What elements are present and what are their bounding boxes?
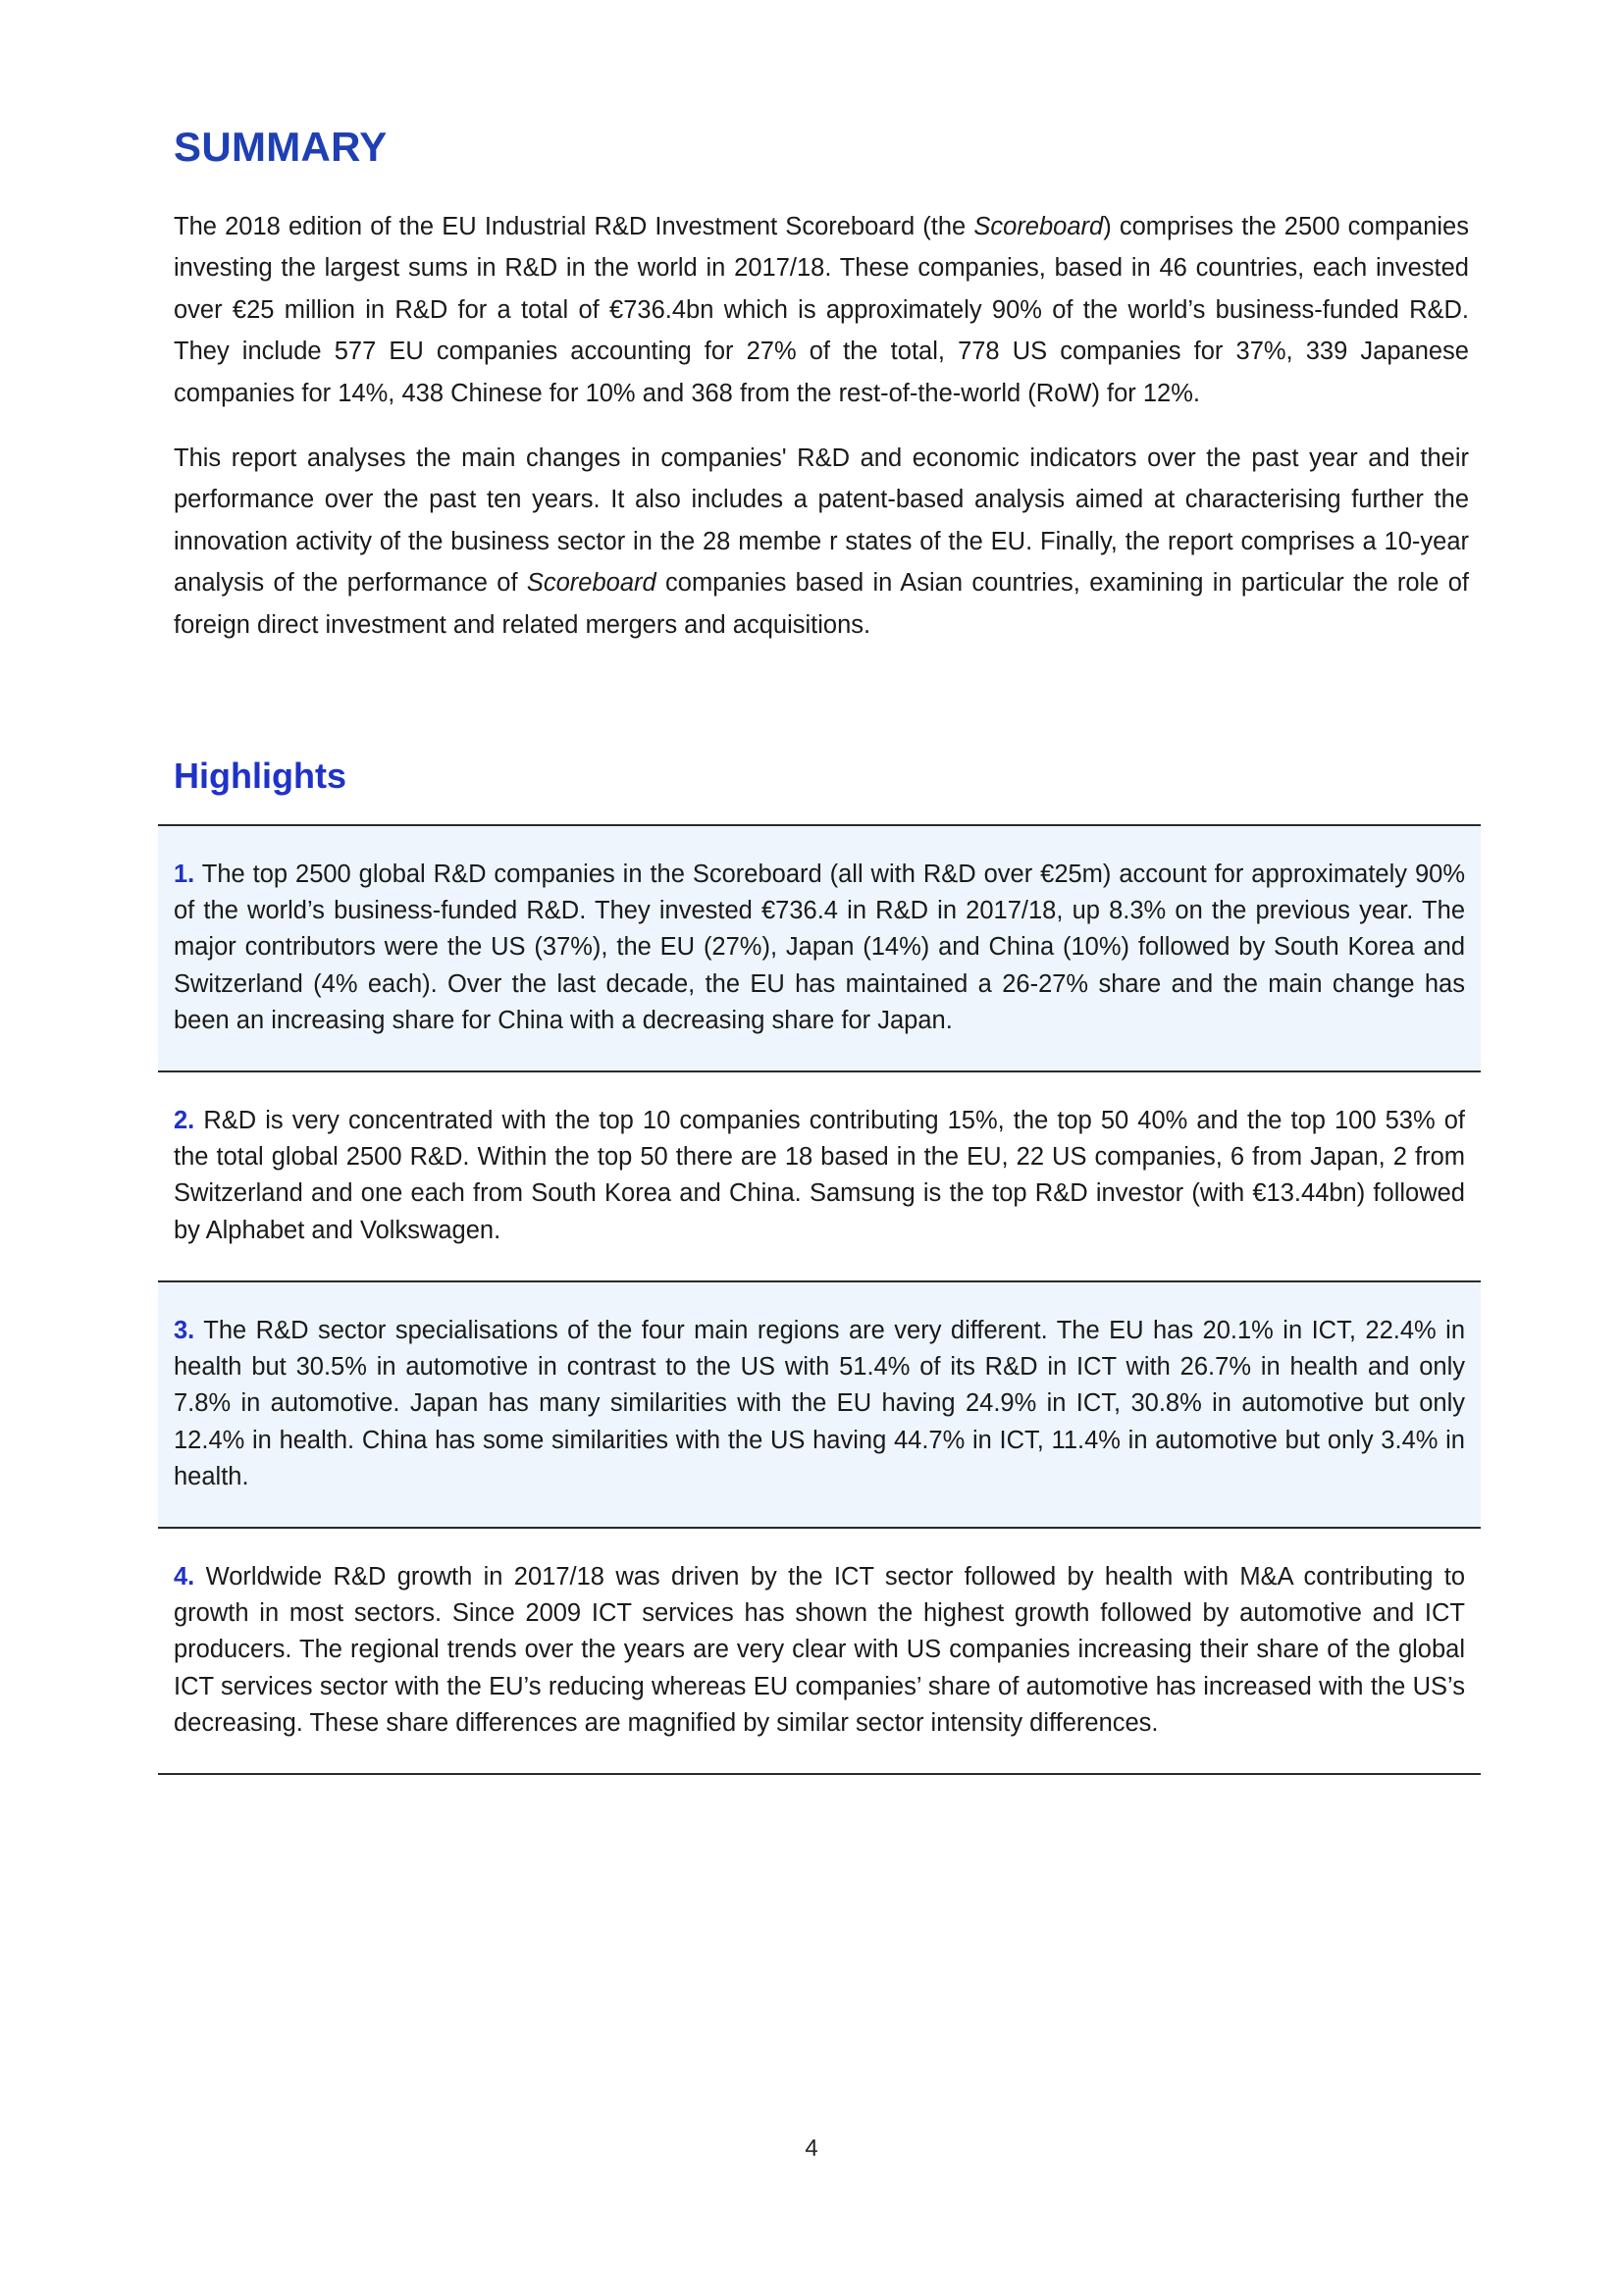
summary-section bbox=[174, 120, 1469, 646]
summary-paragraph-2-text-a: This report analyses the main changes in companies' R&D and economic indicators over the past year and their performance over the past ten years. It also includes a patent-based analysis aimed at characterising further the innovation activity of the business sector in the 28 membe r states of the EU. Finally, the report comprises a 10-year analysis of the performance of bbox=[174, 444, 1469, 598]
summary-paragraph-1-text-a: The 2018 edition of the EU Industrial R&D Investment Scoreboard (the bbox=[174, 213, 974, 240]
page-number: 4 bbox=[805, 2135, 818, 2162]
highlight-item-4 bbox=[158, 1527, 1481, 1775]
highlight-text: R&D is very concentrated with the top 10 companies contributing 15%, the top 50 40% and the top 100 53% of the total global 2500 R&D. Within the top 50 there are 18 based in the EU, 22 US companies, 6 from Japan, 2 from Switzerland and one each from South Korea and China. Samsung is the top R&D investor (with €13.44bn) followed by Alphabet and Volkswagen. bbox=[174, 1107, 1465, 1244]
highlight-text: Worldwide R&D growth in 2017/18 was driven by the ICT sector followed by health with M&A contributing to growth in most sectors. Since 2009 ICT services has shown the highest growth followed by automotive and ICT producers. The regional trends over the years are very clear with US companies increasing their share of the global ICT services sector with the EU’s reducing whereas EU companies’ share of automotive has increased with the US’s decreasing. These share differences are magnified by similar sector intensity differences. bbox=[174, 1562, 1465, 1737]
highlights-list bbox=[158, 824, 1481, 1775]
highlight-text: The top 2500 global R&D companies in the Scoreboard (all with R&D over €25m) account for approximately 90% of the world’s business-funded R&D. They invested €736.4 in R&D in 2017/18, up 8.3% on the previous year. The major contributors were the US (37%), the EU (27%), Japan (14%) and China (10%) followed by South Korea and Switzerland (4% each). Over the last decade, the EU has maintained a 26-27% share and the main change has been an increasing share for China with a decreasing share for Japan. bbox=[174, 861, 1465, 1034]
summary-paragraph-1 bbox=[174, 206, 1469, 414]
summary-paragraph-2-text-b: companies based in Asian countries, examining in particular the role of foreign direct investment and related mergers and acquisitions. bbox=[174, 569, 1469, 639]
highlight-item-3 bbox=[158, 1280, 1481, 1527]
highlight-number: 4. bbox=[174, 1562, 195, 1591]
highlight-number: 1. bbox=[174, 861, 195, 889]
highlight-text: The R&D sector specialisations of the four main regions are very different. The EU has 20.1% in ICT, 22.4% in health but 30.5% in automotive in contrast to the US with 51.4% of its R&D in ICT with 26.7% in health and only 7.8% in automotive. Japan has many similarities with the EU having 24.9% in ICT, 30.8% in automotive but only 12.4% in health. China has some similarities with the US having 44.7% in ICT, 11.4% in automotive but only 3.4% in health. bbox=[174, 1316, 1465, 1490]
scoreboard-italic-term: Scoreboard bbox=[973, 213, 1104, 240]
summary-paragraph-1-text-b: ) comprises the 2500 companies investing the largest sums in R&D in the world in 2017/18. These companies, based in 46 countries, each invested over €25 million in R&D for a total of €736.4bn which is approximately 90% of the world’s business-funded R&D. They include 577 EU companies accounting for 27% of the total, 778 US companies for 37%, 339 Japanese companies for 14%, 438 Chinese for 10% and 368 from the rest-of-the-world (RoW) for 12%. bbox=[174, 213, 1469, 407]
highlight-item-4-paragraph bbox=[174, 1559, 1465, 1742]
highlight-item-1-paragraph bbox=[174, 857, 1465, 1039]
highlights-section bbox=[174, 752, 1469, 1775]
page-content bbox=[174, 120, 1469, 1775]
summary-paragraph-2 bbox=[174, 438, 1469, 646]
highlight-number: 2. bbox=[174, 1107, 195, 1135]
summary-heading: SUMMARY bbox=[174, 124, 388, 170]
highlight-item-3-paragraph bbox=[174, 1313, 1465, 1495]
highlight-item-1 bbox=[158, 824, 1481, 1070]
highlights-heading: Highlights bbox=[174, 756, 346, 797]
scoreboard-italic-term: Scoreboard bbox=[526, 569, 656, 598]
highlight-number: 3. bbox=[174, 1316, 195, 1344]
highlight-item-2 bbox=[158, 1070, 1481, 1280]
highlight-item-2-paragraph bbox=[174, 1103, 1465, 1249]
